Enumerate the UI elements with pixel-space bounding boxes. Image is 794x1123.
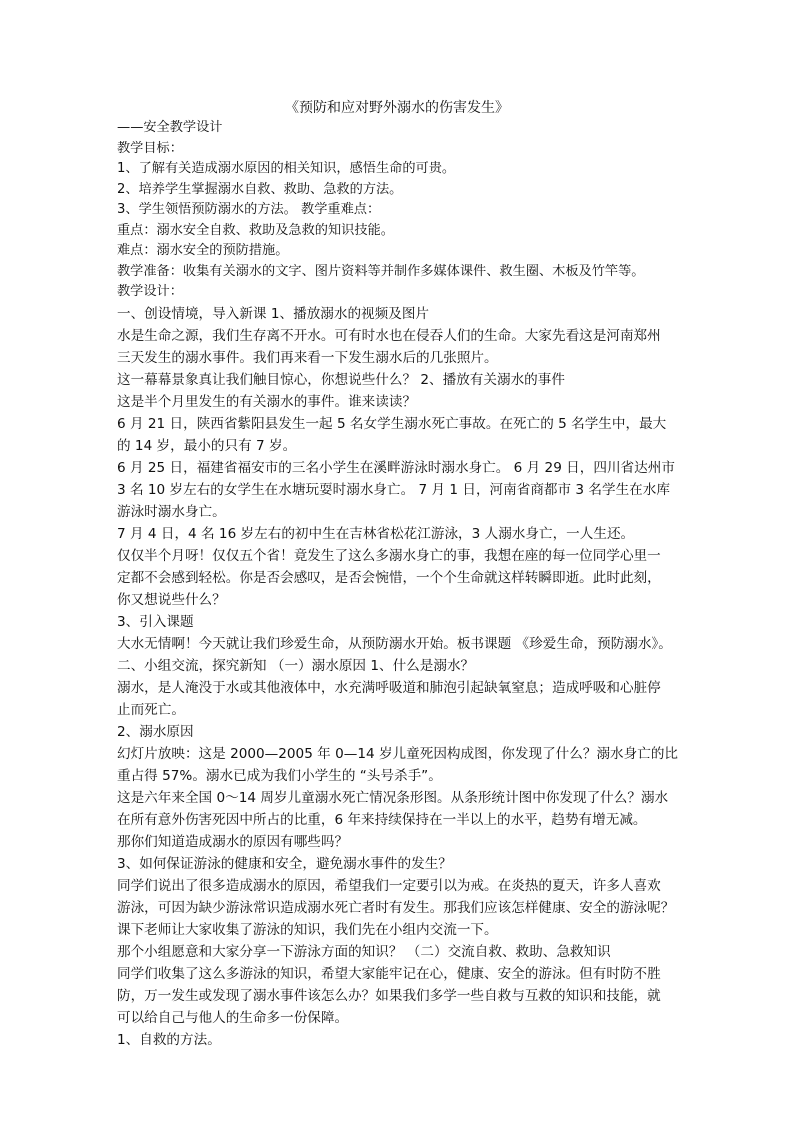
key-point-line: 重点：溺水安全自救、救助及急救的知识技能。 xyxy=(117,222,394,238)
body-line: 水是生命之源，我们生存离不开水。可有时水也在侵吞人们的生命。大家先看这是河南郑州 xyxy=(117,327,661,344)
body-line: 三天发生的溺水事件。我们再来看一下发生溺水后的几张照片。 xyxy=(117,349,498,366)
objective-item-3: 3、学生领悟预防溺水的方法。 教学重难点： xyxy=(117,202,381,217)
body-line: 止而死亡。 xyxy=(117,701,185,718)
body-line: 同学们说出了很多造成溺水的原因，希望我们一定要引以为戒。在炎热的夏天，许多人喜欢 xyxy=(117,877,661,894)
objective-item-1: 1、了解有关造成溺水原因的相关知识，感悟生命的可贵。 xyxy=(117,161,456,176)
objective-item-2: 2、培养学生掌握溺水自救、救助、急救的方法。 xyxy=(117,181,403,197)
body-line: 可以给自己与他人的生命多一份保障。 xyxy=(117,1009,349,1026)
body-line: 游泳，可因为缺少游泳常识造成溺水死亡者时有发生。那我们应该怎样健康、安全的游泳呢？ xyxy=(117,899,675,916)
body-line: 2、溺水原因 xyxy=(117,723,194,740)
document-body xyxy=(117,118,689,1051)
body-line: 课下老师让大家收集了游泳的知识，我们先在小组内交流一下。 xyxy=(117,921,498,938)
body-line: 你又想说些什么？ xyxy=(117,591,226,608)
difficult-point-line: 难点：溺水安全的预防措施。 xyxy=(117,243,289,258)
body-line: 的 14 岁，最小的只有 7 岁。 xyxy=(117,437,297,454)
body-line: 同学们收集了这么多游泳的知识，希望大家能牢记在心，健康、安全的游泳。但有时防不胜 xyxy=(117,965,661,982)
body-line: 二、小组交流，探究新知 （一）溺水原因 1、什么是溺水？ xyxy=(117,657,475,674)
body-line: 溺水，是人淹没于水或其他液体中，水充满呼吸道和肺泡引起缺氧窒息；造成呼吸和心脏停 xyxy=(117,679,661,696)
body-line: 定都不会感到轻松。你是否会感叹，是否会惋惜，一个个生命就这样转瞬即逝。此时此刻， xyxy=(117,569,661,586)
body-line: 大水无情啊！今天就让我们珍爱生命，从预防溺水开始。板书课题 《珍爱生命，预防溺水》。 xyxy=(117,635,672,652)
body-line: 那你们知道造成溺水的原因有哪些吗？ xyxy=(117,833,349,850)
body-line: 游泳时溺水身亡。 xyxy=(117,503,226,520)
body-line: 3、如何保证游泳的健康和安全，避免溺水事件的发生？ xyxy=(117,855,452,872)
body-line: 重占得 57%。溺水已成为我们小学生的 “头号杀手”。 xyxy=(117,767,442,784)
document-title: 《预防和应对野外溺水的伤害发生》 xyxy=(285,100,509,116)
body-line: 3 名 10 岁左右的女学生在水塘玩耍时溺水身亡。 7 月 1 日，河南省商都市 3 名学生在水库 xyxy=(117,481,670,498)
body-line: 这一幕幕景象真让我们触目惊心，你想说些什么？ 2、播放有关溺水的事件 xyxy=(117,371,565,388)
body-line: 一、创设情境，导入新课 1、播放溺水的视频及图片 xyxy=(117,305,430,322)
section-heading-objectives: 教学目标： xyxy=(117,140,183,156)
section-heading-design: 教学设计： xyxy=(117,284,183,299)
body-line: 这是半个月里发生的有关溺水的事件。谁来读读？ xyxy=(117,393,417,410)
body-line: 3、引入课题 xyxy=(117,613,194,630)
body-line: 防，万一发生或发现了溺水事件该怎么办？如果我们多学一些自救与互救的知识和技能，就 xyxy=(117,987,661,1004)
body-line: 这是六年来全国 0～14 周岁儿童溺水死亡情况条形图。从条形统计图中你发现了什么？溺水 xyxy=(117,789,669,806)
body-line: 在所有意外伤害死因中所占的比重，6 年来持续保持在一半以上的水平，趋势有增无减。 xyxy=(117,811,647,828)
body-line: 仅仅半个月呀！仅仅五个省！竟发生了这么多溺水身亡的事，我想在座的每一位同学心里一 xyxy=(117,547,661,564)
body-line: 幻灯片放映：这是 2000—2005 年 0—14 岁儿童死因构成图，你发现了什么？溺水身亡的比 xyxy=(117,745,679,762)
body-line: 7 月 4 日，4 名 16 岁左右的初中生在吉林省松花江游泳，3 人溺水身亡，一人生还。 xyxy=(117,525,635,542)
subtitle-line: ——安全教学设计 xyxy=(117,120,223,135)
body-line: 那个小组愿意和大家分享一下游泳方面的知识？ （二）交流自救、救助、急救知识 xyxy=(117,943,611,960)
body-line: 1、自救的方法。 xyxy=(117,1031,221,1048)
preparation-line: 教学准备：收集有关溺水的文字、图片资料等并制作多媒体课件、救生圈、木板及竹竿等。 xyxy=(117,263,645,279)
body-line: 6 月 21 日，陕西省紫阳县发生一起 5 名女学生溺水死亡事故。在死亡的 5 名学生中，最大 xyxy=(117,415,667,432)
body-line: 6 月 25 日，福建省福安市的三名小学生在溪畔游泳时溺水身亡。 6 月 29 日，四川省达州市 xyxy=(117,459,675,476)
